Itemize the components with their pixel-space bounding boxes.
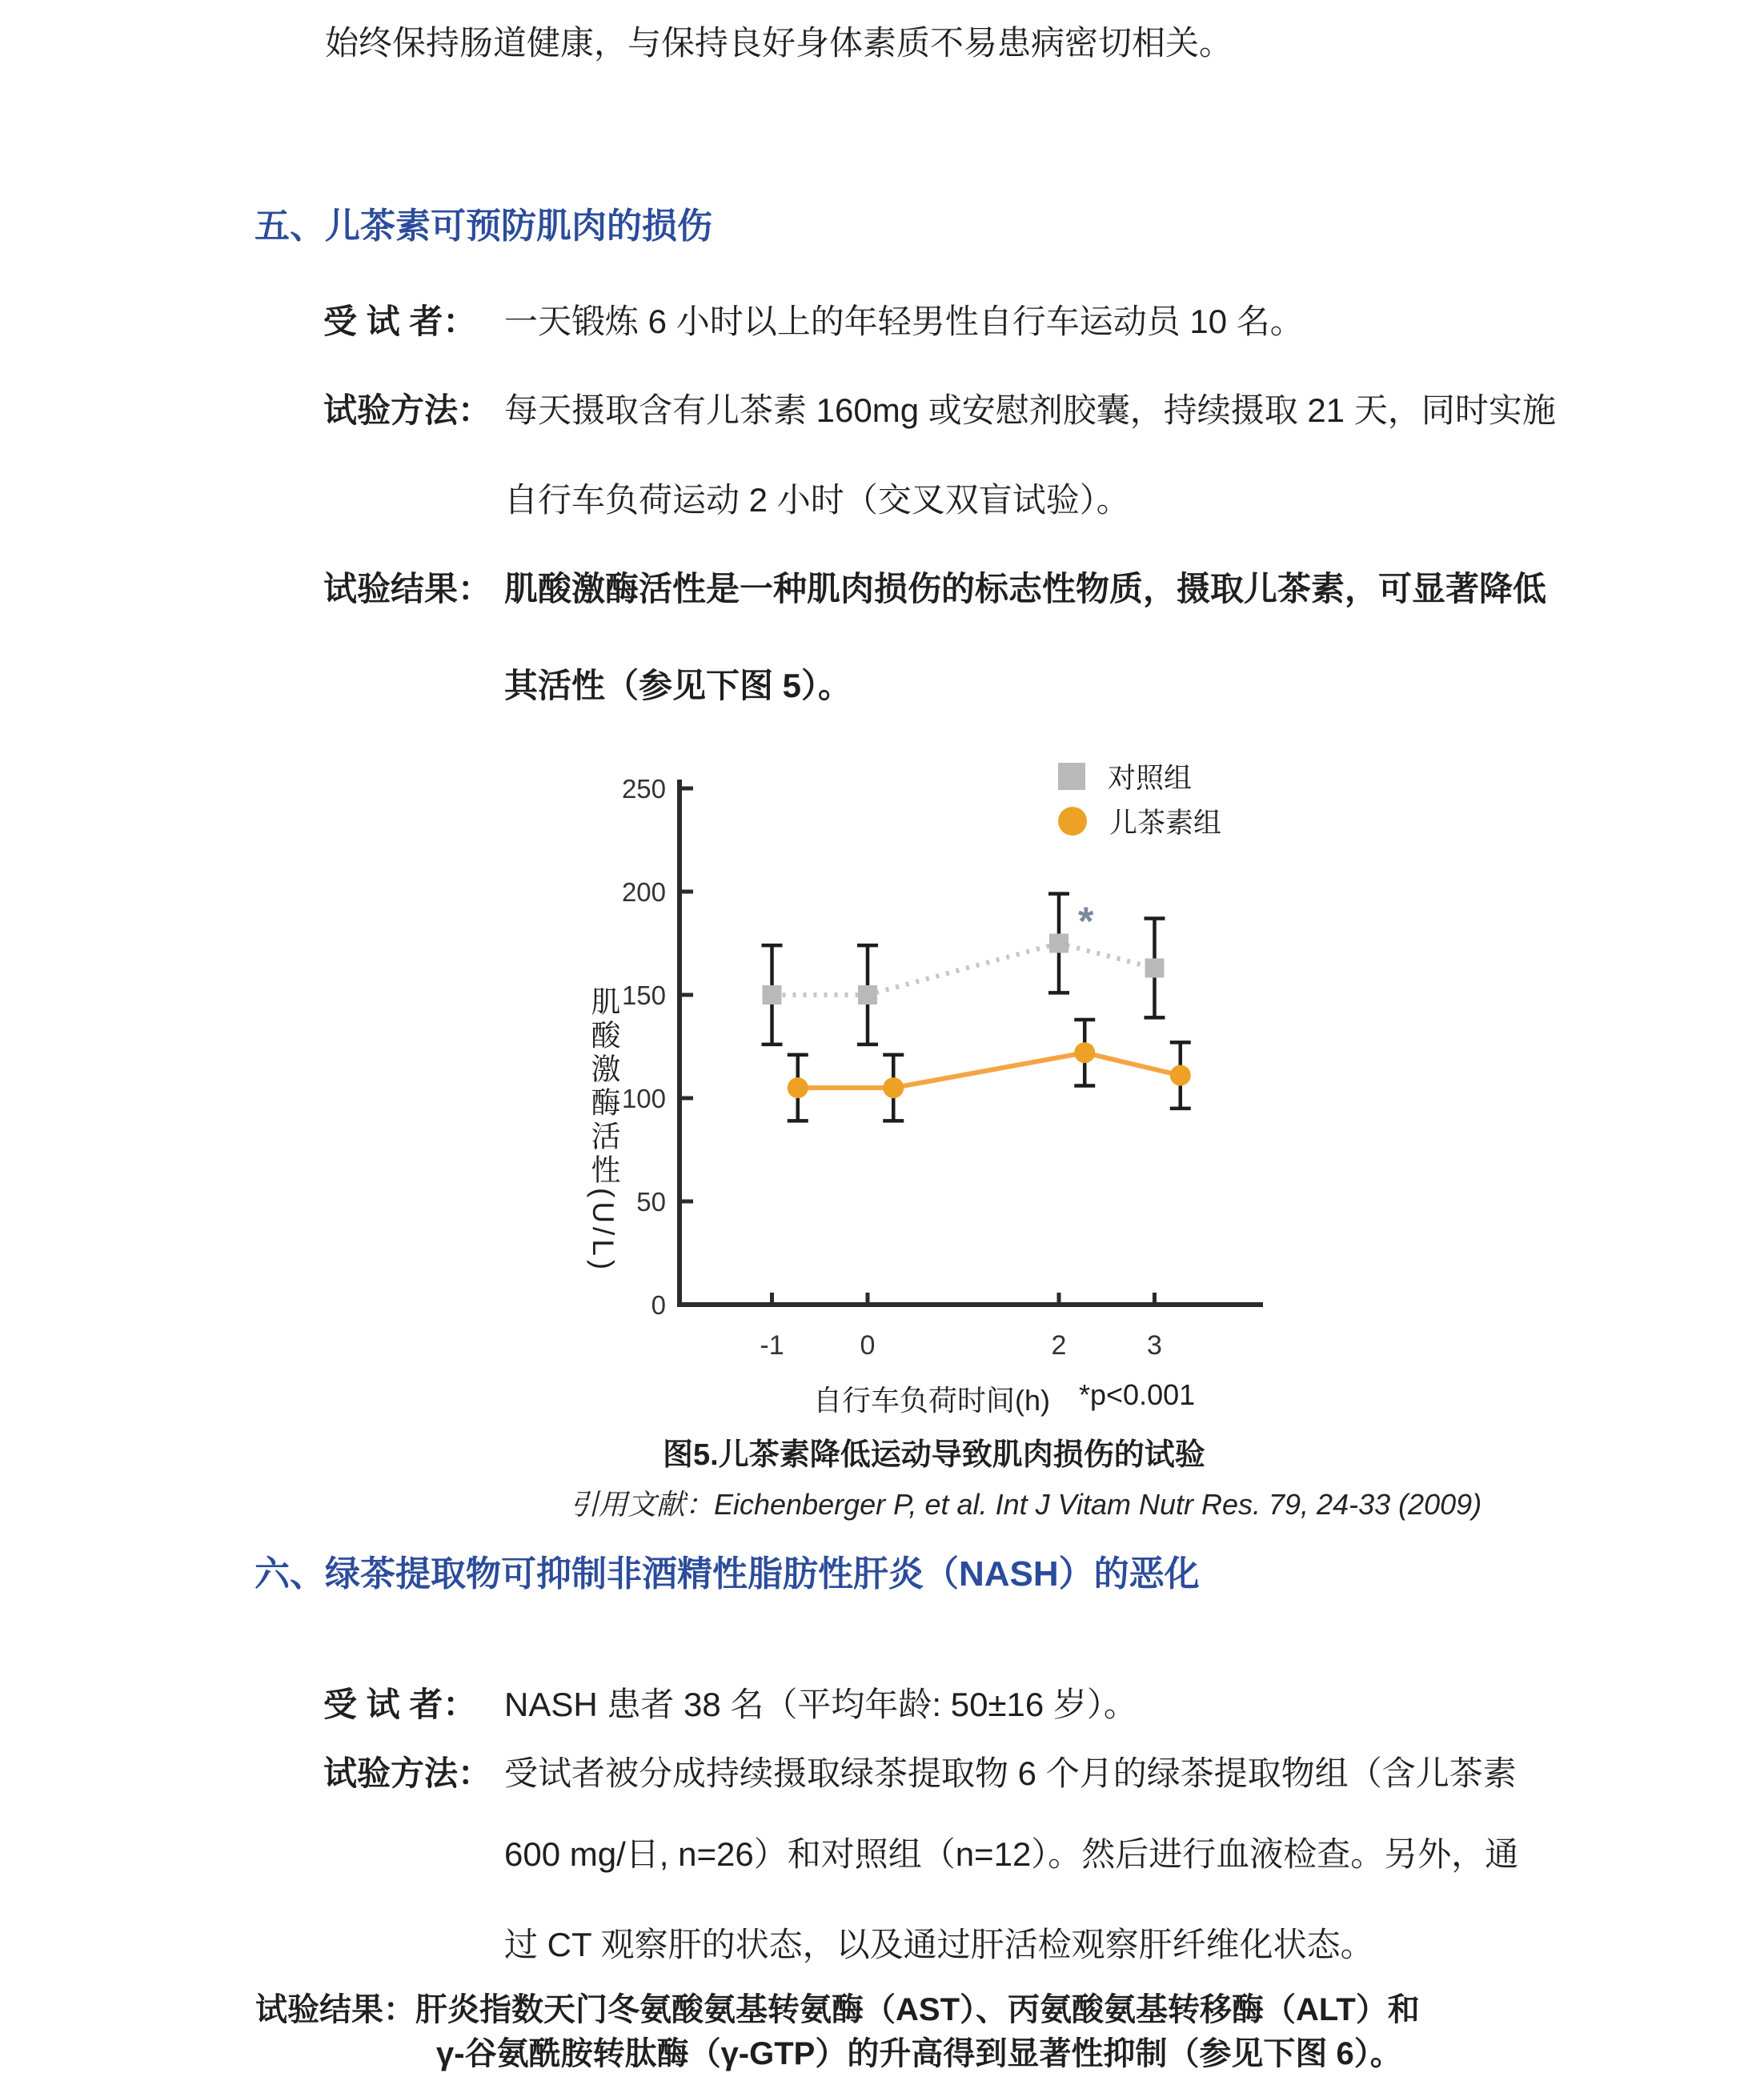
subject-label: 受 试 者：: [323, 1686, 477, 1723]
result-text-line1: 肌酸激酶活性是一种肌肉损伤的标志性物质，摄取儿茶素，可显著降低: [504, 570, 1547, 607]
intro-paragraph: 始终保持肠道健康，与保持良好身体素质不易患病密切相关。: [325, 24, 1233, 62]
figure5-chart: [560, 744, 1617, 1465]
chart-legend: [1058, 754, 1221, 844]
section5-heading: 五、儿茶素可预防肌肉的损伤: [255, 206, 712, 246]
section6-result-row: [255, 1990, 1420, 2030]
result-label: 试验结果：: [255, 1992, 415, 2027]
subject-text: 一天锻炼 6 小时以上的年轻男性自行车运动员 10 名。: [504, 303, 1304, 340]
svg-text:-1: -1: [760, 1330, 784, 1361]
figure5-caption: 图5.儿茶素降低运动导致肌肉损伤的试验: [663, 1438, 1205, 1472]
section5-subject-row: [323, 301, 1304, 343]
svg-text:250: 250: [621, 774, 666, 804]
section5-result-line2: 其活性（参见下图 5）。: [504, 667, 852, 704]
svg-text:*: *: [1078, 899, 1094, 944]
result-text-line1: 肝炎指数天门冬氨酸氨基转氨酶（AST）、丙氨酸氨基转移酶（ALT）和: [415, 1992, 1420, 2027]
x-axis-label: 自行车负荷时间(h): [813, 1384, 1050, 1417]
catechin-group-swatch-icon: [1058, 807, 1087, 836]
line-chart-canvas: [560, 744, 1617, 1465]
svg-text:0: 0: [860, 1330, 876, 1361]
legend-item-catechin: [1058, 799, 1221, 844]
svg-text:150: 150: [621, 980, 666, 1010]
method-text-line1: 受试者被分成持续摄取绿茶提取物 6 个月的绿茶提取物组（含儿茶素: [504, 1754, 1517, 1792]
figure5-citation: 引用文献：Eichenberger P, et al. Int J Vitam Nutr Res. 79, 24-33 (2009): [570, 1488, 1482, 1521]
svg-text:200: 200: [621, 877, 666, 907]
section6-method-line3: 过 CT 观察肝的状态，以及通过肝活检观察肝纤维化状态。: [504, 1926, 1374, 1963]
section6-method-row: [323, 1753, 1517, 1795]
method-text-line1: 每天摄取含有儿茶素 160mg 或安慰剂胶囊，持续摄取 21 天，同时实施: [504, 391, 1556, 429]
svg-text:0: 0: [651, 1290, 666, 1320]
legend-item-control: [1058, 754, 1221, 799]
result-label: 试验结果：: [323, 570, 492, 607]
legend-label-control: 对照组: [1108, 763, 1193, 794]
method-label: 试验方法：: [323, 391, 492, 429]
significance-note: *p<0.001: [1079, 1378, 1196, 1411]
legend-label-catechin: 儿茶素组: [1109, 808, 1222, 839]
section6-subject-row: [323, 1684, 1137, 1726]
svg-text:50: 50: [636, 1187, 666, 1217]
y-axis-label: 肌酸激酶活性(U/L): [587, 986, 619, 1274]
subject-label: 受 试 者：: [323, 303, 477, 340]
svg-text:2: 2: [1051, 1330, 1067, 1361]
method-label: 试验方法：: [323, 1754, 492, 1792]
svg-text:100: 100: [621, 1084, 666, 1113]
subject-text: NASH 患者 38 名（平均年龄: 50±16 岁）。: [504, 1686, 1137, 1723]
section5-result-row: [323, 568, 1546, 611]
section6-result-line2: γ-谷氨酰胺转肽酶（γ-GTP）的升高得到显著性抑制（参见下图 6）。: [436, 2036, 1402, 2071]
section6-method-line2: 600 mg/日, n=26）和对照组（n=12）。然后进行血液检查。另外，通: [504, 1835, 1519, 1873]
control-group-swatch-icon: [1058, 763, 1085, 790]
section5-method-line2: 自行车负荷运动 2 小时（交叉双盲试验）。: [504, 481, 1130, 519]
svg-text:3: 3: [1147, 1330, 1162, 1361]
section6-heading: 六、绿茶提取物可抑制非酒精性脂肪性肝炎（NASH）的恶化: [255, 1554, 1200, 1594]
section5-method-row: [323, 390, 1556, 432]
